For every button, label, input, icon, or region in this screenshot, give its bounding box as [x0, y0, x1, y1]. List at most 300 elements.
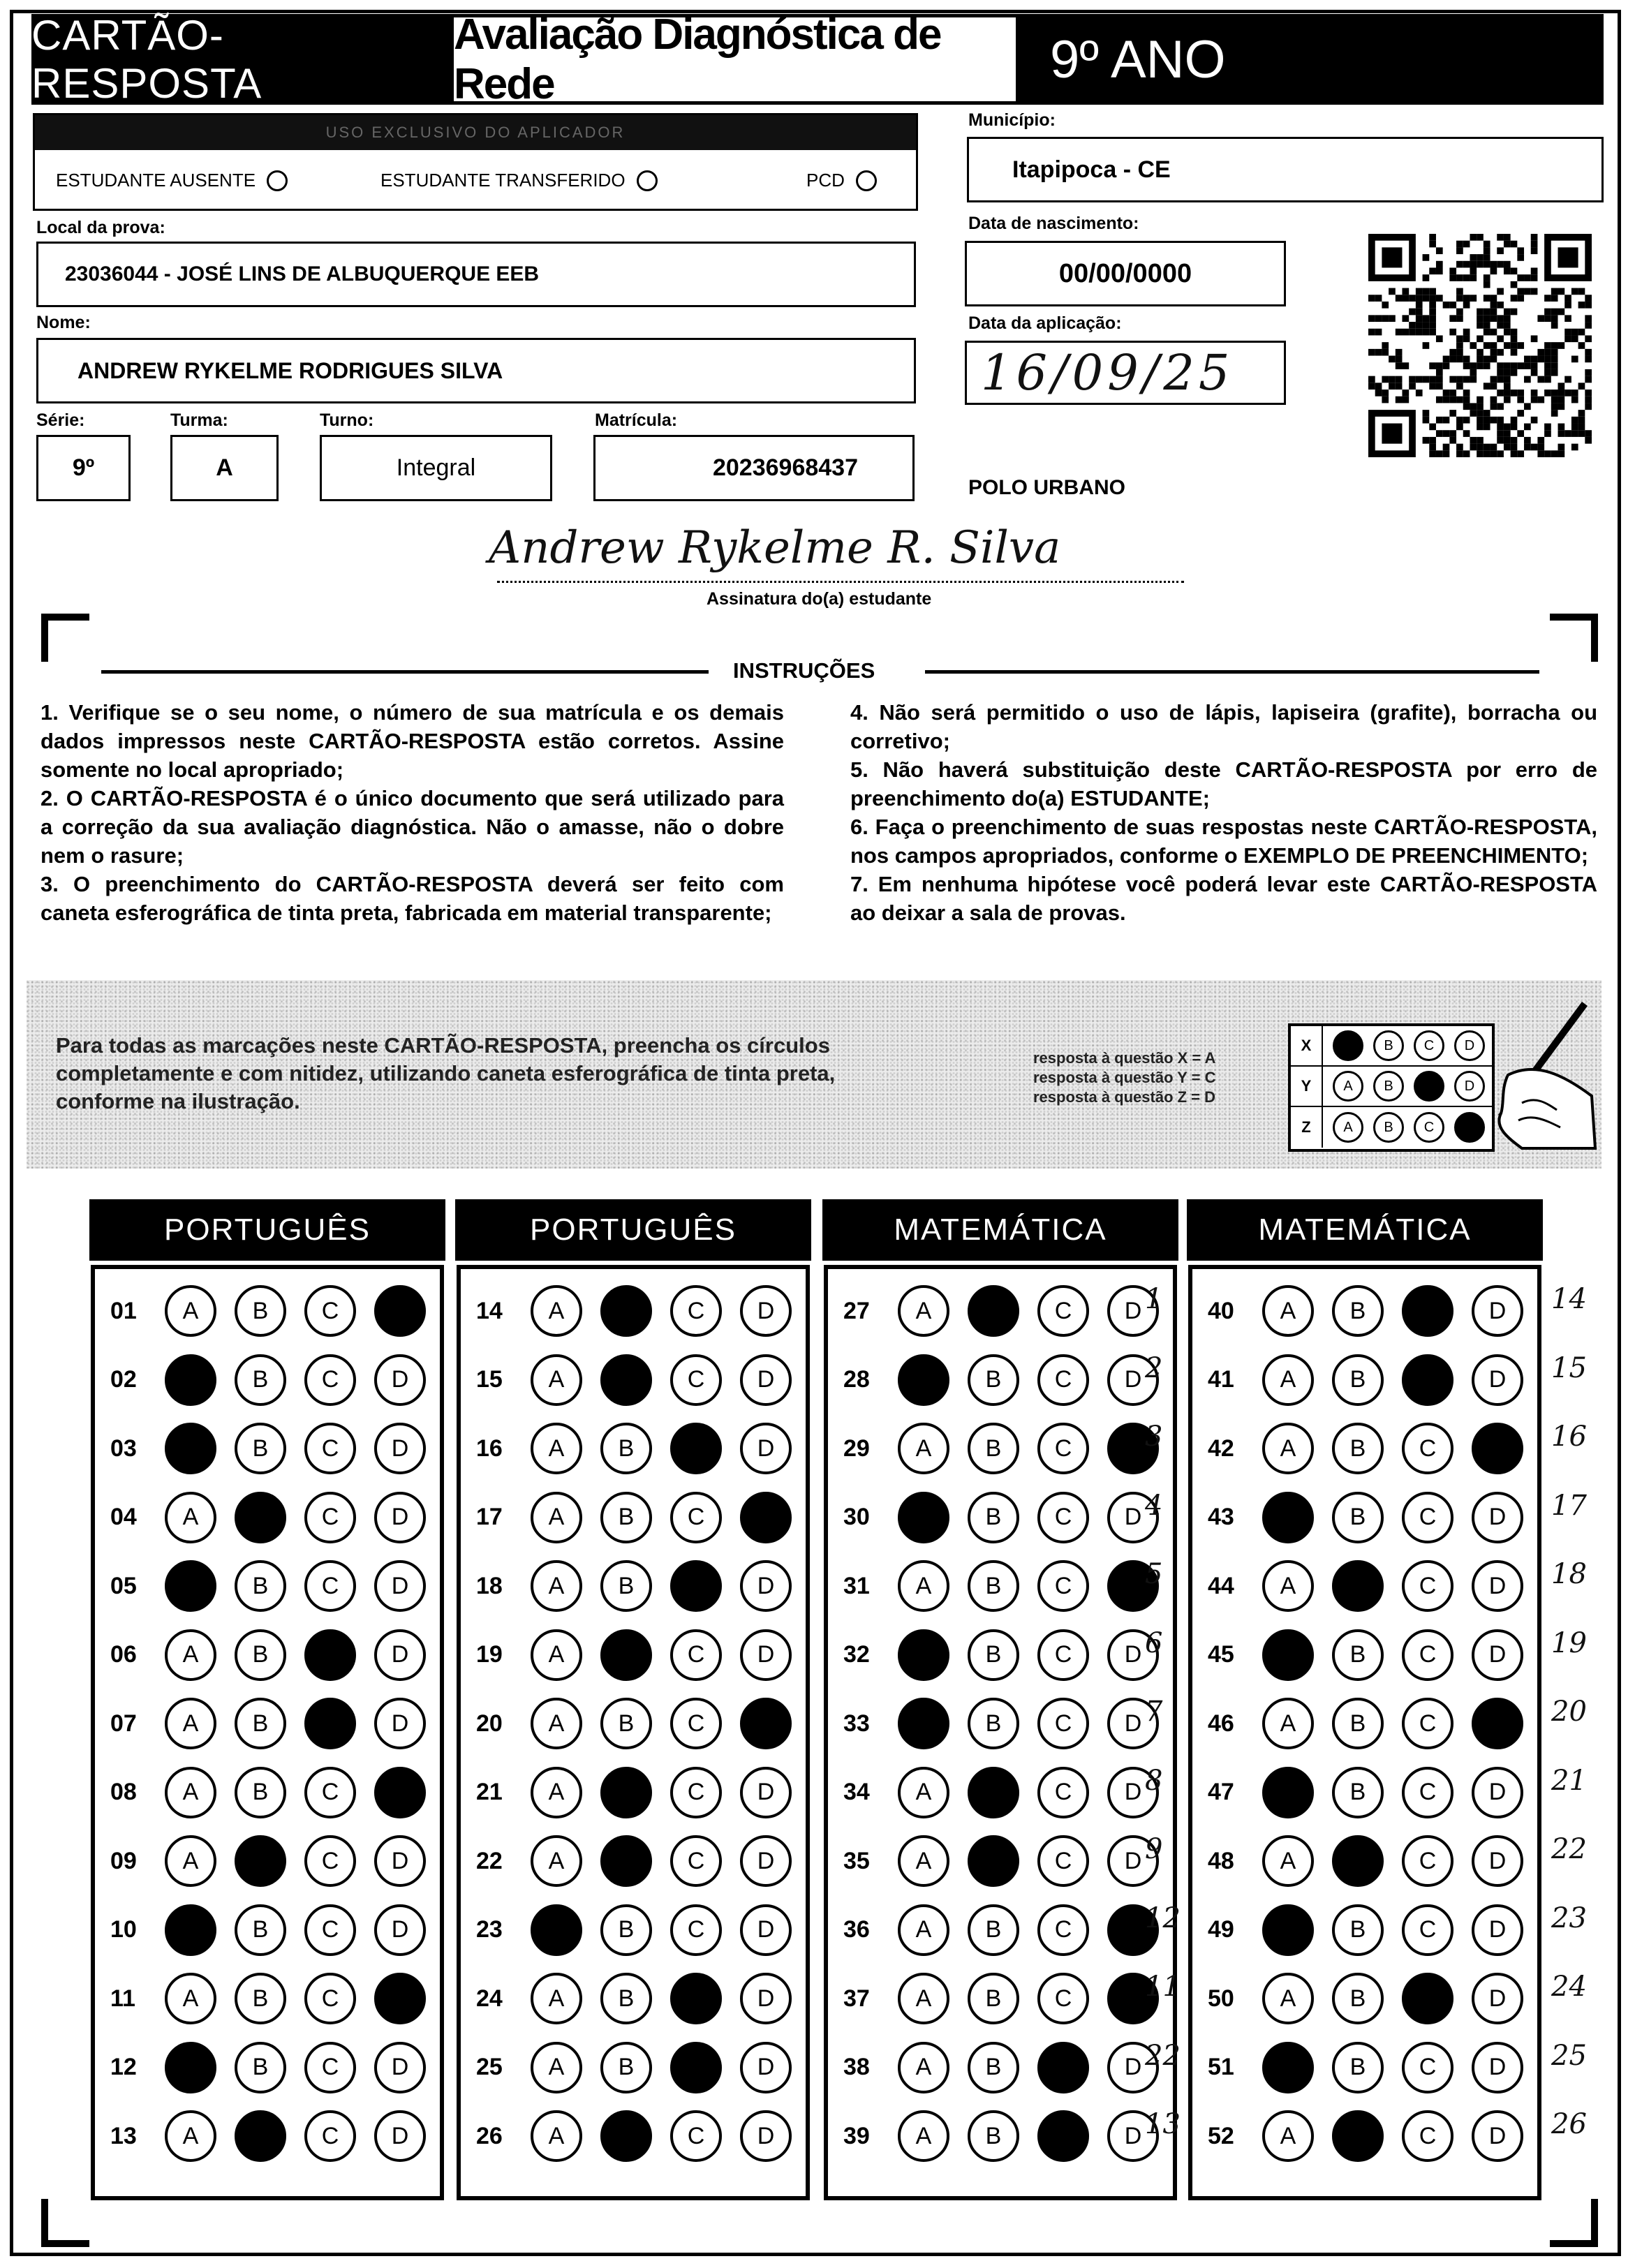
bubble-10-c[interactable]: C — [304, 1904, 356, 1956]
bubble-11-d[interactable] — [374, 1973, 426, 2024]
name-label: Nome: — [36, 313, 91, 332]
bubble-51-a[interactable] — [1262, 2042, 1314, 2093]
bubble-29-b[interactable]: B — [968, 1423, 1019, 1474]
bubble-52-a[interactable]: A — [1262, 2110, 1314, 2162]
pcd-bubble[interactable] — [856, 170, 877, 191]
bubble-34-c[interactable]: C — [1037, 1767, 1089, 1818]
bubble-19-c[interactable]: C — [670, 1629, 722, 1681]
bubble-17-d[interactable] — [740, 1492, 792, 1543]
bubble-38-c[interactable] — [1037, 2042, 1089, 2093]
bubble-34-b[interactable] — [968, 1767, 1019, 1818]
bubble-21-a[interactable]: A — [531, 1767, 582, 1818]
bubble-49-b[interactable]: B — [1332, 1904, 1384, 1956]
bubble-42-c[interactable]: C — [1402, 1423, 1453, 1474]
bubble-03-a[interactable] — [165, 1423, 216, 1474]
bubble-38-a[interactable]: A — [898, 2042, 949, 2093]
bubble-44-a[interactable]: A — [1262, 1560, 1314, 1612]
question-number: 48 — [1208, 1847, 1234, 1874]
bubble-27-a[interactable]: A — [898, 1285, 949, 1337]
bubble-36-b[interactable]: B — [968, 1904, 1019, 1956]
bubble-40-c[interactable] — [1402, 1285, 1453, 1337]
bubble-30-c[interactable]: C — [1037, 1492, 1089, 1543]
bubble-28-c[interactable]: C — [1037, 1354, 1089, 1406]
absent-label: ESTUDANTE AUSENTE — [56, 170, 256, 191]
bubble-14-b[interactable] — [600, 1285, 652, 1337]
bubble-50-b[interactable]: B — [1332, 1973, 1384, 2024]
bubble-40-b[interactable]: B — [1332, 1285, 1384, 1337]
bubble-34-a[interactable]: A — [898, 1767, 949, 1818]
bubble-29-a[interactable]: A — [898, 1423, 949, 1474]
bubble-44-d[interactable]: D — [1472, 1560, 1523, 1612]
bubble-30-a[interactable] — [898, 1492, 949, 1543]
bubble-20-b[interactable]: B — [600, 1698, 652, 1749]
bubble-40-a[interactable]: A — [1262, 1285, 1314, 1337]
bubble-04-c[interactable]: C — [304, 1492, 356, 1543]
question-number: 49 — [1208, 1916, 1234, 1943]
question-row-03 — [110, 1421, 426, 1476]
bubble-10-b[interactable]: B — [235, 1904, 286, 1956]
bubble-28-d[interactable]: D — [1107, 1354, 1159, 1406]
bubble-30-b[interactable]: B — [968, 1492, 1019, 1543]
bubble-25-b[interactable]: B — [600, 2042, 652, 2093]
section-title-2: PORTUGUÊS — [455, 1199, 811, 1261]
question-number: 40 — [1208, 1297, 1234, 1324]
bubble-07-a[interactable]: A — [165, 1698, 216, 1749]
bubble-13-c[interactable]: C — [304, 2110, 356, 2162]
question-row-18 — [476, 1558, 792, 1614]
section-title-4: MATEMÁTICA — [1187, 1199, 1543, 1261]
bubble-48-d[interactable]: D — [1472, 1835, 1523, 1887]
bubble-06-a[interactable]: A — [165, 1629, 216, 1681]
bubble-05-b[interactable]: B — [235, 1560, 286, 1612]
bubble-20-d[interactable] — [740, 1698, 792, 1749]
bubble-32-b[interactable]: B — [968, 1629, 1019, 1681]
bubble-35-a[interactable]: A — [898, 1835, 949, 1887]
bubble-45-c[interactable]: C — [1402, 1629, 1453, 1681]
bubble-02-a[interactable] — [165, 1354, 216, 1406]
question-row-04 — [110, 1490, 426, 1546]
bubble-10-d[interactable]: D — [374, 1904, 426, 1956]
question-number: 12 — [110, 2054, 137, 2080]
instruction-1: 1. Verifique se o seu nome, o número de sua matrícula e os demais dados impressos neste CARTÃO-RESPOSTA estão corretos. Assine somente no local apropriado; — [40, 700, 784, 782]
bubble-13-a[interactable]: A — [165, 2110, 216, 2162]
applicator-bar: USO EXCLUSIVO DO APLICADOR — [35, 115, 916, 150]
margin-note: 18 — [1551, 1558, 1587, 1590]
bubble-28-a[interactable] — [898, 1354, 949, 1406]
bubble-36-c[interactable]: C — [1037, 1904, 1089, 1956]
bubble-37-c[interactable]: C — [1037, 1973, 1089, 2024]
bubble-24-b[interactable]: B — [600, 1973, 652, 2024]
bubble-09-b[interactable] — [235, 1835, 286, 1887]
bubble-08-c[interactable]: C — [304, 1767, 356, 1818]
absent-bubble[interactable] — [267, 170, 288, 191]
bubble-07-d[interactable]: D — [374, 1698, 426, 1749]
bubble-24-d[interactable]: D — [740, 1973, 792, 2024]
question-number: 16 — [476, 1435, 503, 1462]
bubble-13-d[interactable]: D — [374, 2110, 426, 2162]
bubble-07-c[interactable] — [304, 1698, 356, 1749]
signature: Andrew Rykelme R. Silva — [489, 522, 1061, 574]
instructions-rule-right — [925, 670, 1539, 674]
bubble-48-b[interactable] — [1332, 1835, 1384, 1887]
bubble-18-c[interactable] — [670, 1560, 722, 1612]
instructions-right — [850, 698, 1597, 927]
bubble-49-c[interactable]: C — [1402, 1904, 1453, 1956]
bubble-18-a[interactable]: A — [531, 1560, 582, 1612]
bubble-44-b[interactable] — [1332, 1560, 1384, 1612]
bubble-06-d[interactable]: D — [374, 1629, 426, 1681]
bubble-18-b[interactable]: B — [600, 1560, 652, 1612]
bubble-27-c[interactable]: C — [1037, 1285, 1089, 1337]
bubble-51-d[interactable]: D — [1472, 2042, 1523, 2093]
bubble-27-d[interactable]: D — [1107, 1285, 1159, 1337]
question-number: 33 — [843, 1710, 870, 1737]
margin-note: 4 — [1145, 1489, 1163, 1522]
bubble-48-c[interactable]: C — [1402, 1835, 1453, 1887]
bubble-04-d[interactable]: D — [374, 1492, 426, 1543]
margin-note: 11 — [1145, 1971, 1181, 2003]
question-number: 14 — [476, 1297, 503, 1324]
bubble-21-c[interactable]: C — [670, 1767, 722, 1818]
bubble-15-c[interactable]: C — [670, 1354, 722, 1406]
question-row-09 — [110, 1833, 426, 1889]
bubble-41-d[interactable]: D — [1472, 1354, 1523, 1406]
signature-line — [497, 581, 1184, 583]
bubble-03-c[interactable]: C — [304, 1423, 356, 1474]
bubble-05-a[interactable] — [165, 1560, 216, 1612]
bubble-30-d[interactable]: D — [1107, 1492, 1159, 1543]
question-row-25 — [476, 2040, 792, 2096]
question-number: 03 — [110, 1435, 137, 1462]
bubble-47-c[interactable]: C — [1402, 1767, 1453, 1818]
example-row-label: Y — [1291, 1067, 1323, 1106]
question-row-50 — [1208, 1971, 1523, 2026]
example-grid — [1288, 1023, 1495, 1152]
bubble-01-d[interactable] — [374, 1285, 426, 1337]
bubble-50-c[interactable] — [1402, 1973, 1453, 2024]
bubble-14-d[interactable]: D — [740, 1285, 792, 1337]
bubble-35-c[interactable]: C — [1037, 1835, 1089, 1887]
bubble-43-b[interactable]: B — [1332, 1492, 1384, 1543]
bubble-08-d[interactable] — [374, 1767, 426, 1818]
corner-mark-top-right — [1550, 613, 1599, 662]
margin-note: 19 — [1551, 1626, 1587, 1659]
absent-option[interactable] — [56, 170, 288, 191]
margin-note: 23 — [1551, 1902, 1587, 1934]
bubble-02-c[interactable]: C — [304, 1354, 356, 1406]
bubble-43-c[interactable]: C — [1402, 1492, 1453, 1543]
question-row-20 — [476, 1696, 792, 1751]
example-row-z — [1291, 1107, 1492, 1148]
bubble-36-a[interactable]: A — [898, 1904, 949, 1956]
bubble-22-d[interactable]: D — [740, 1835, 792, 1887]
bubble-14-c[interactable]: C — [670, 1285, 722, 1337]
example-bubble-b: B — [1373, 1112, 1404, 1143]
bubble-24-a[interactable]: A — [531, 1973, 582, 2024]
transferred-option[interactable] — [380, 170, 658, 191]
bubble-02-d[interactable]: D — [374, 1354, 426, 1406]
bubble-09-a[interactable]: A — [165, 1835, 216, 1887]
application-field — [965, 341, 1286, 405]
bubble-12-a[interactable] — [165, 2042, 216, 2093]
bubble-42-a[interactable]: A — [1262, 1423, 1314, 1474]
bubble-35-d[interactable]: D — [1107, 1835, 1159, 1887]
question-row-32 — [843, 1627, 1159, 1683]
example-bubble-a — [1333, 1030, 1363, 1061]
bubble-23-c[interactable]: C — [670, 1904, 722, 1956]
bubble-42-b[interactable]: B — [1332, 1423, 1384, 1474]
bubble-43-d[interactable]: D — [1472, 1492, 1523, 1543]
bubble-26-a[interactable]: A — [531, 2110, 582, 2162]
bubble-14-a[interactable]: A — [531, 1285, 582, 1337]
bubble-48-a[interactable]: A — [1262, 1835, 1314, 1887]
bubble-23-b[interactable]: B — [600, 1904, 652, 1956]
bubble-17-a[interactable]: A — [531, 1492, 582, 1543]
question-number: 50 — [1208, 1985, 1234, 2012]
bubble-46-c[interactable]: C — [1402, 1698, 1453, 1749]
bubble-03-b[interactable]: B — [235, 1423, 286, 1474]
question-number: 17 — [476, 1504, 503, 1530]
question-number: 43 — [1208, 1504, 1234, 1530]
bubble-27-b[interactable] — [968, 1285, 1019, 1337]
question-number: 02 — [110, 1366, 137, 1393]
bubble-04-b[interactable] — [235, 1492, 286, 1543]
bubble-33-d[interactable]: D — [1107, 1698, 1159, 1749]
example-text: Para todas as marcações neste CARTÃO-RESPOSTA, preencha os círculos completamente e com nitidez, utilizando caneta esferográfica de tinta preta, conforme na ilustração. — [56, 1033, 836, 1113]
bubble-29-c[interactable]: C — [1037, 1423, 1089, 1474]
bubble-21-b[interactable] — [600, 1767, 652, 1818]
question-number: 10 — [110, 1916, 137, 1943]
bubble-28-b[interactable]: B — [968, 1354, 1019, 1406]
margin-note: 5 — [1145, 1558, 1163, 1590]
bubble-41-c[interactable] — [1402, 1354, 1453, 1406]
example-bubble-b: B — [1373, 1071, 1404, 1102]
bubble-33-c[interactable]: C — [1037, 1698, 1089, 1749]
bubble-15-d[interactable]: D — [740, 1354, 792, 1406]
margin-note: 14 — [1551, 1283, 1587, 1315]
bubble-17-b[interactable]: B — [600, 1492, 652, 1543]
bubble-38-d[interactable]: D — [1107, 2042, 1159, 2093]
bubble-49-a[interactable] — [1262, 1904, 1314, 1956]
bubble-21-d[interactable]: D — [740, 1767, 792, 1818]
bubble-05-d[interactable]: D — [374, 1560, 426, 1612]
bubble-23-a[interactable] — [531, 1904, 582, 1956]
bubble-51-b[interactable]: B — [1332, 2042, 1384, 2093]
bubble-09-c[interactable]: C — [304, 1835, 356, 1887]
margin-note: 8 — [1145, 1764, 1163, 1797]
bubble-39-b[interactable]: B — [968, 2110, 1019, 2162]
bubble-10-a[interactable] — [165, 1904, 216, 1956]
bubble-08-a[interactable]: A — [165, 1767, 216, 1818]
margin-note: 22 — [1145, 2039, 1181, 2072]
bubble-19-b[interactable] — [600, 1629, 652, 1681]
bubble-31-a[interactable]: A — [898, 1560, 949, 1612]
bubble-16-a[interactable]: A — [531, 1423, 582, 1474]
bubble-46-b[interactable]: B — [1332, 1698, 1384, 1749]
bubble-41-b[interactable]: B — [1332, 1354, 1384, 1406]
margin-note: 16 — [1551, 1421, 1587, 1453]
question-row-34 — [843, 1765, 1159, 1821]
bubble-37-b[interactable]: B — [968, 1973, 1019, 2024]
bubble-41-a[interactable]: A — [1262, 1354, 1314, 1406]
bubble-06-b[interactable]: B — [235, 1629, 286, 1681]
bubble-19-d[interactable]: D — [740, 1629, 792, 1681]
bubble-32-c[interactable]: C — [1037, 1629, 1089, 1681]
question-row-47 — [1208, 1765, 1523, 1821]
bubble-52-d[interactable]: D — [1472, 2110, 1523, 2162]
margin-note: 2 — [1145, 1351, 1163, 1384]
bubble-04-a[interactable]: A — [165, 1492, 216, 1543]
bubble-13-b[interactable] — [235, 2110, 286, 2162]
margin-note: 13 — [1145, 2108, 1181, 2140]
bubble-51-c[interactable]: C — [1402, 2042, 1453, 2093]
example-row-x — [1291, 1026, 1492, 1067]
bubble-35-b[interactable] — [968, 1835, 1019, 1887]
margin-note: 25 — [1551, 2039, 1587, 2072]
bubble-47-a[interactable] — [1262, 1767, 1314, 1818]
example-row-label: X — [1291, 1026, 1323, 1065]
margin-note: 22 — [1551, 1833, 1587, 1865]
question-row-33 — [843, 1696, 1159, 1751]
bubble-44-c[interactable]: C — [1402, 1560, 1453, 1612]
bubble-12-c[interactable]: C — [304, 2042, 356, 2093]
municipio-field: Itapipoca - CE — [967, 137, 1604, 202]
bubble-43-a[interactable] — [1262, 1492, 1314, 1543]
bubble-45-d[interactable]: D — [1472, 1629, 1523, 1681]
bubble-12-d[interactable]: D — [374, 2042, 426, 2093]
bubble-26-b[interactable] — [600, 2110, 652, 2162]
bubble-20-c[interactable]: C — [670, 1698, 722, 1749]
margin-note: 15 — [1551, 1351, 1587, 1384]
question-number: 29 — [843, 1435, 870, 1462]
bubble-06-c[interactable] — [304, 1629, 356, 1681]
margin-note: 17 — [1551, 1489, 1587, 1522]
bubble-01-b[interactable]: B — [235, 1285, 286, 1337]
bubble-24-c[interactable] — [670, 1973, 722, 2024]
bubble-15-b[interactable] — [600, 1354, 652, 1406]
question-row-02 — [110, 1352, 426, 1408]
birth-label: Data de nascimento: — [968, 214, 1139, 233]
pen-hand-illustration — [1480, 998, 1599, 1152]
bubble-39-c[interactable] — [1037, 2110, 1089, 2162]
bubble-52-c[interactable]: C — [1402, 2110, 1453, 2162]
bubble-45-b[interactable]: B — [1332, 1629, 1384, 1681]
bubble-32-a[interactable] — [898, 1629, 949, 1681]
bubble-50-a[interactable]: A — [1262, 1973, 1314, 2024]
exam-title: Avaliação Diagnóstica de Rede — [450, 14, 1019, 105]
question-number: 41 — [1208, 1366, 1234, 1393]
municipio-label: Município: — [968, 110, 1056, 130]
bubble-37-a[interactable]: A — [898, 1973, 949, 2024]
question-row-26 — [476, 2108, 792, 2164]
bubble-18-d[interactable]: D — [740, 1560, 792, 1612]
bubble-39-d[interactable]: D — [1107, 2110, 1159, 2162]
bubble-40-d[interactable]: D — [1472, 1285, 1523, 1337]
question-row-45 — [1208, 1627, 1523, 1683]
bubble-42-d[interactable] — [1472, 1423, 1523, 1474]
bubble-16-c[interactable] — [670, 1423, 722, 1474]
bubble-11-b[interactable]: B — [235, 1973, 286, 2024]
signature-label: Assinatura do(a) estudante — [706, 589, 932, 609]
question-number: 13 — [110, 2122, 137, 2149]
bubble-11-c[interactable]: C — [304, 1973, 356, 2024]
bubble-12-b[interactable]: B — [235, 2042, 286, 2093]
bubble-33-a[interactable] — [898, 1698, 949, 1749]
bubble-25-a[interactable]: A — [531, 2042, 582, 2093]
transferred-bubble[interactable] — [637, 170, 658, 191]
bubble-11-a[interactable]: A — [165, 1973, 216, 2024]
bubble-49-d[interactable]: D — [1472, 1904, 1523, 1956]
question-row-40 — [1208, 1283, 1523, 1339]
bubble-16-b[interactable]: B — [600, 1423, 652, 1474]
bubble-47-d[interactable]: D — [1472, 1767, 1523, 1818]
bubble-25-c[interactable] — [670, 2042, 722, 2093]
bubble-03-d[interactable]: D — [374, 1423, 426, 1474]
bubble-38-b[interactable]: B — [968, 2042, 1019, 2093]
bubble-22-a[interactable]: A — [531, 1835, 582, 1887]
question-row-15 — [476, 1352, 792, 1408]
bubble-26-d[interactable]: D — [740, 2110, 792, 2162]
bubble-17-c[interactable]: C — [670, 1492, 722, 1543]
bubble-09-d[interactable]: D — [374, 1835, 426, 1887]
bubble-46-d[interactable] — [1472, 1698, 1523, 1749]
bubble-19-a[interactable]: A — [531, 1629, 582, 1681]
margin-note: 24 — [1551, 1971, 1587, 2003]
bubble-01-c[interactable]: C — [304, 1285, 356, 1337]
question-number: 45 — [1208, 1641, 1234, 1668]
question-row-35 — [843, 1833, 1159, 1889]
card-title: CARTÃO-RESPOSTA — [31, 14, 450, 105]
pcd-option[interactable] — [806, 170, 877, 191]
bubble-45-a[interactable] — [1262, 1629, 1314, 1681]
question-number: 01 — [110, 1297, 137, 1324]
question-row-31 — [843, 1558, 1159, 1614]
bubble-33-b[interactable]: B — [968, 1698, 1019, 1749]
bubble-15-a[interactable]: A — [531, 1354, 582, 1406]
example-row-label: Z — [1291, 1107, 1323, 1148]
bubble-23-d[interactable]: D — [740, 1904, 792, 1956]
bubble-07-b[interactable]: B — [235, 1698, 286, 1749]
bubble-47-b[interactable]: B — [1332, 1767, 1384, 1818]
bubble-34-d[interactable]: D — [1107, 1767, 1159, 1818]
bubble-16-d[interactable]: D — [740, 1423, 792, 1474]
question-number: 39 — [843, 2122, 870, 2149]
bubble-31-c[interactable]: C — [1037, 1560, 1089, 1612]
question-row-12 — [110, 2040, 426, 2096]
instructions-left — [40, 698, 784, 927]
bubble-52-b[interactable] — [1332, 2110, 1384, 2162]
bubble-01-a[interactable]: A — [165, 1285, 216, 1337]
bubble-22-c[interactable]: C — [670, 1835, 722, 1887]
question-number: 18 — [476, 1572, 503, 1599]
bubble-32-d[interactable]: D — [1107, 1629, 1159, 1681]
bubble-31-b[interactable]: B — [968, 1560, 1019, 1612]
bubble-05-c[interactable]: C — [304, 1560, 356, 1612]
bubble-20-a[interactable]: A — [531, 1698, 582, 1749]
bubble-26-c[interactable]: C — [670, 2110, 722, 2162]
instruction-5: 5. Não haverá substituição deste CARTÃO-RESPOSTA por erro de preenchimento do(a) ESTUDANTE; — [850, 757, 1597, 810]
bubble-02-b[interactable]: B — [235, 1354, 286, 1406]
bubble-39-a[interactable]: A — [898, 2110, 949, 2162]
bubble-22-b[interactable] — [600, 1835, 652, 1887]
bubble-08-b[interactable]: B — [235, 1767, 286, 1818]
legend-x: resposta à questão X = A — [1033, 1049, 1216, 1067]
bubble-25-d[interactable]: D — [740, 2042, 792, 2093]
instruction-3: 3. O preenchimento do CARTÃO-RESPOSTA deverá ser feito com caneta esferográfica de tinta preta, fabricada em material transparente; — [40, 872, 784, 925]
question-row-36 — [843, 1902, 1159, 1958]
bubble-50-d[interactable]: D — [1472, 1973, 1523, 2024]
bubble-46-a[interactable]: A — [1262, 1698, 1314, 1749]
